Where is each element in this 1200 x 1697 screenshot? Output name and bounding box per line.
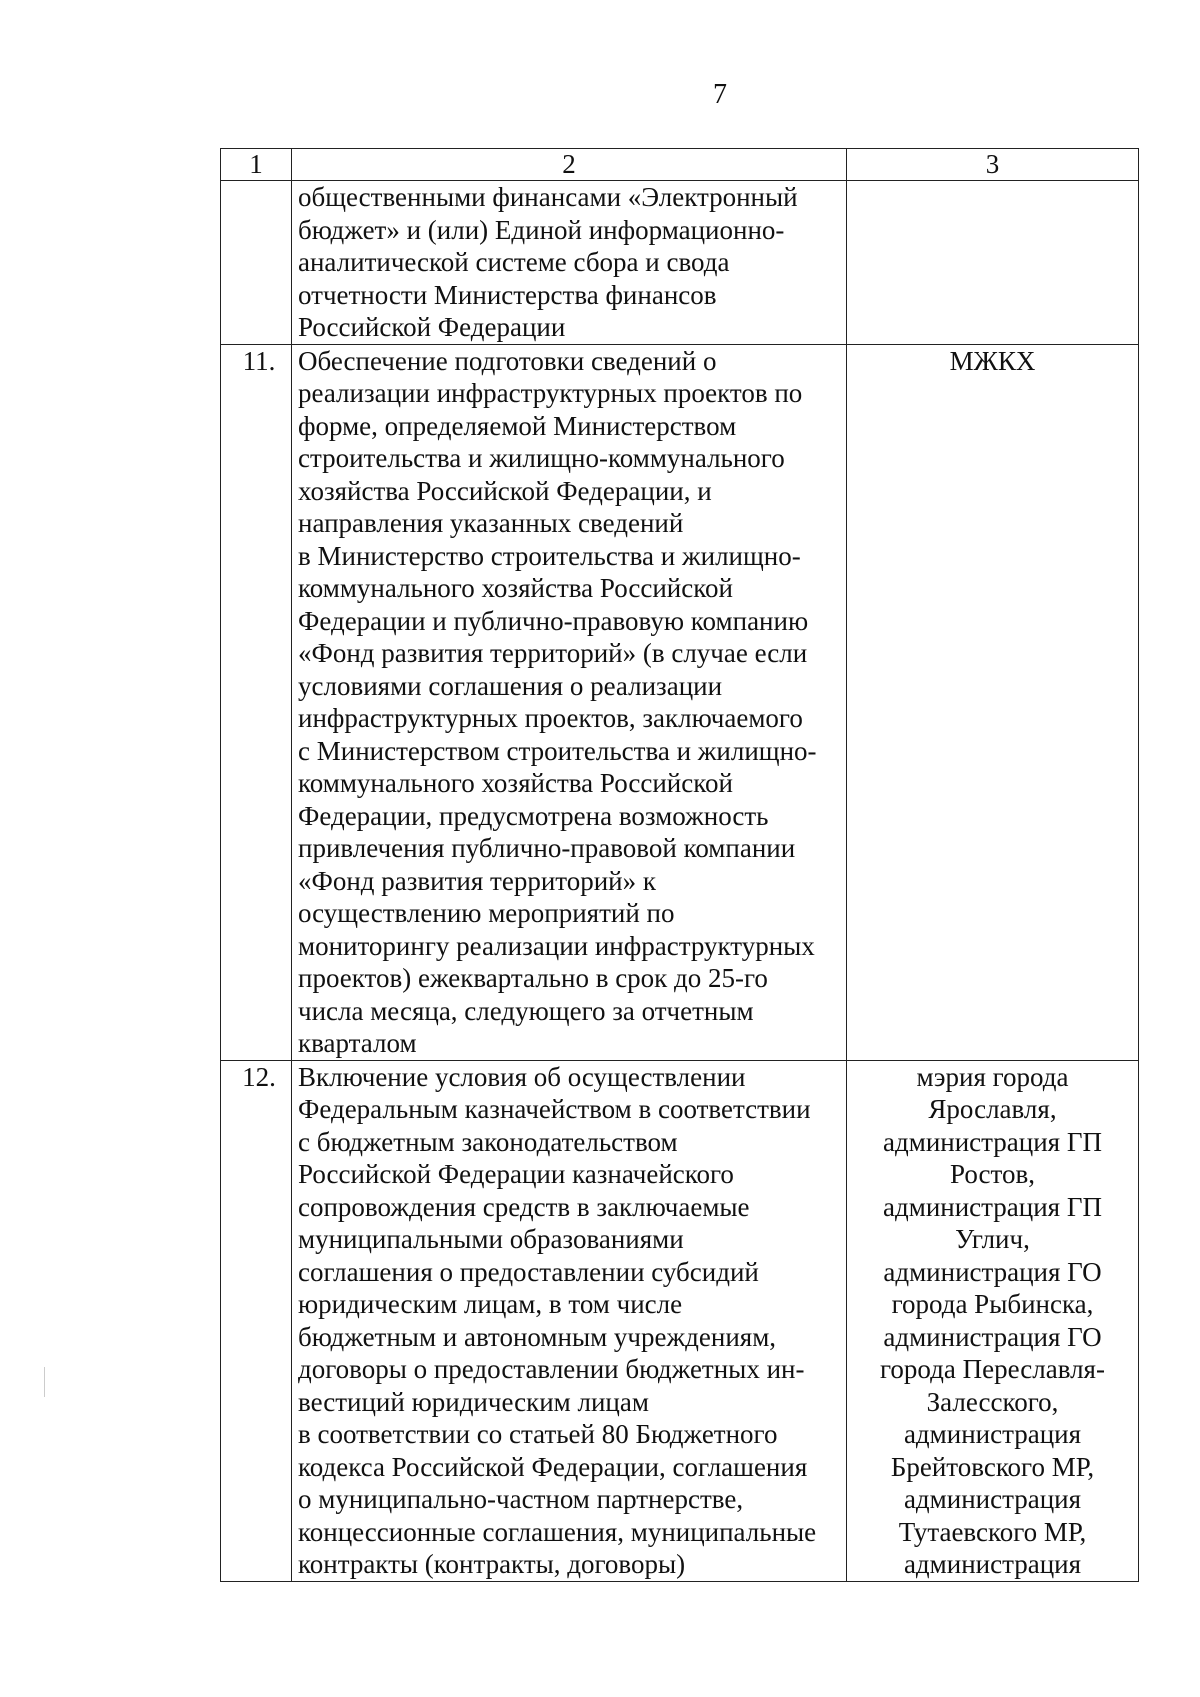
- responsible-cell: [847, 1060, 1139, 1581]
- measure-text-line: в соответствии со статьей 80 Бюджетного: [298, 1419, 778, 1449]
- measure-text-line: юридическим лицам, в том числе: [298, 1289, 683, 1319]
- responsible-text-line: города Переславля-: [880, 1354, 1105, 1384]
- measure-text-line: бюджет» и (или) Единой информационно-: [298, 214, 785, 245]
- page-number: 7: [713, 79, 727, 110]
- responsible-text-line: мэрия города: [916, 1061, 1069, 1092]
- measure-text-line: «Фонд развития территорий» к: [298, 865, 656, 896]
- responsible-text-line: Углич,: [955, 1224, 1030, 1254]
- measure-text-line: Федерации и публично-правовую компанию: [298, 605, 809, 636]
- row-number-cell: [221, 1060, 292, 1581]
- responsible-text-line: Залесского,: [926, 1386, 1059, 1417]
- table-header-row: [221, 149, 1139, 181]
- measure-text-line: строительства и жилищно-коммунального: [298, 443, 785, 473]
- header-cell-1: 1: [221, 149, 292, 181]
- measure-text-line: о муниципально-частном партнерстве,: [298, 1484, 744, 1514]
- measure-text-cell: [292, 344, 847, 1060]
- scan-margin-mark: [44, 1367, 45, 1397]
- responsible-text-line: администрация ГО: [883, 1321, 1102, 1352]
- measure-text-line: кварталом: [298, 1028, 417, 1058]
- measure-text-line: форме, определяемой Министерством: [298, 410, 737, 441]
- measure-text-line: реализации инфраструктурных проектов по: [298, 378, 803, 408]
- responsible-cell: [847, 181, 1139, 345]
- measure-text-line: контракты (контракты, договоры): [298, 1549, 686, 1579]
- responsible-text-line: МЖКХ: [949, 345, 1036, 376]
- measure-text-line: направления указанных сведений: [298, 508, 684, 538]
- measure-text-line: в Министерство строительства и жилищно-: [298, 540, 801, 571]
- header-cell-2: 2: [292, 149, 847, 181]
- responsible-text-line: администрация: [903, 1484, 1082, 1514]
- measure-text-line: коммунального хозяйства Российской: [298, 573, 733, 603]
- measure-text-line: осуществлению мероприятий по: [298, 898, 675, 928]
- responsible-text-line: Ростов,: [950, 1159, 1035, 1189]
- responsible-text-line: администрация ГО: [883, 1256, 1102, 1287]
- measure-text-line: числа месяца, следующего за отчетным: [298, 995, 754, 1026]
- row-number-cell: [221, 344, 292, 1060]
- row-number: 11.: [242, 345, 276, 376]
- responsible-text-line: Ярославля,: [928, 1094, 1057, 1124]
- responsible-text-line: администрация: [903, 1419, 1082, 1449]
- measure-text-line: хозяйства Российской Федерации, и: [298, 475, 712, 506]
- measure-text-line: условиями соглашения о реализации: [298, 670, 723, 701]
- measure-text-line: Обеспечение подготовки сведений о: [298, 345, 717, 376]
- row-number-cell: [221, 181, 292, 345]
- measure-text-line: инфраструктурных проектов, заключаемого: [298, 703, 803, 733]
- measure-text-line: с Министерством строительства и жилищно-: [298, 735, 817, 766]
- measure-text-line: концессионные соглашения, муниципальные: [298, 1516, 817, 1547]
- responsible-text-line: Брейтовского МР,: [890, 1451, 1095, 1482]
- measure-text-line: отчетности Министерства финансов: [298, 279, 717, 310]
- document-table: [220, 148, 1139, 1582]
- table-row: [221, 1060, 1139, 1581]
- measure-text-line: бюджетным и автономным учреждениям,: [298, 1321, 777, 1352]
- measure-text-line: Российской Федерации: [298, 312, 566, 342]
- measure-text-line: муниципальными образованиями: [298, 1224, 684, 1254]
- responsible-cell: [847, 344, 1139, 1060]
- measure-text-line: договоры о предоставлении бюджетных ин-: [298, 1354, 805, 1384]
- responsible-text-line: администрация ГП: [883, 1126, 1102, 1157]
- measure-text-line: общественными финансами «Электронный: [298, 182, 798, 212]
- measure-text-line: привлечения публично-правовой компании: [298, 833, 796, 863]
- measure-text-line: Федерации, предусмотрена возможность: [298, 800, 769, 831]
- measure-text-line: мониторингу реализации инфраструктурных: [298, 930, 815, 961]
- table-row: [221, 181, 1139, 345]
- measure-text-line: «Фонд развития территорий» (в случае если: [298, 638, 808, 668]
- measure-text-line: Федеральным казначейством в соответствии: [298, 1094, 811, 1124]
- responsible-text-line: администрация: [903, 1549, 1082, 1579]
- responsible-text-line: администрация ГП: [883, 1191, 1102, 1222]
- table-row: [221, 344, 1139, 1060]
- responsible-text-line: Тутаевского МР,: [898, 1516, 1087, 1547]
- responsible-text-line: города Рыбинска,: [891, 1289, 1094, 1319]
- measure-text-line: Включение условия об осуществлении: [298, 1061, 746, 1092]
- measure-text-line: соглашения о предоставлении субсидий: [298, 1256, 759, 1287]
- measure-text-line: проектов) ежеквартально в срок до 25-го: [298, 963, 768, 993]
- measure-text-line: с бюджетным законодательством: [298, 1126, 678, 1157]
- measure-text-cell: [292, 181, 847, 345]
- header-cell-3: 3: [847, 149, 1139, 181]
- measure-text-cell: [292, 1060, 847, 1581]
- measure-text-line: сопровождения средств в заключаемые: [298, 1191, 750, 1222]
- measure-text-line: аналитической системе сбора и свода: [298, 247, 730, 277]
- measure-text-line: коммунального хозяйства Российской: [298, 768, 733, 798]
- measure-text-line: Российской Федерации казначейского: [298, 1159, 734, 1189]
- measure-text-line: кодекса Российской Федерации, соглашения: [298, 1451, 808, 1482]
- row-number: 12.: [242, 1061, 276, 1092]
- measure-text-line: вестиций юридическим лицам: [298, 1386, 649, 1417]
